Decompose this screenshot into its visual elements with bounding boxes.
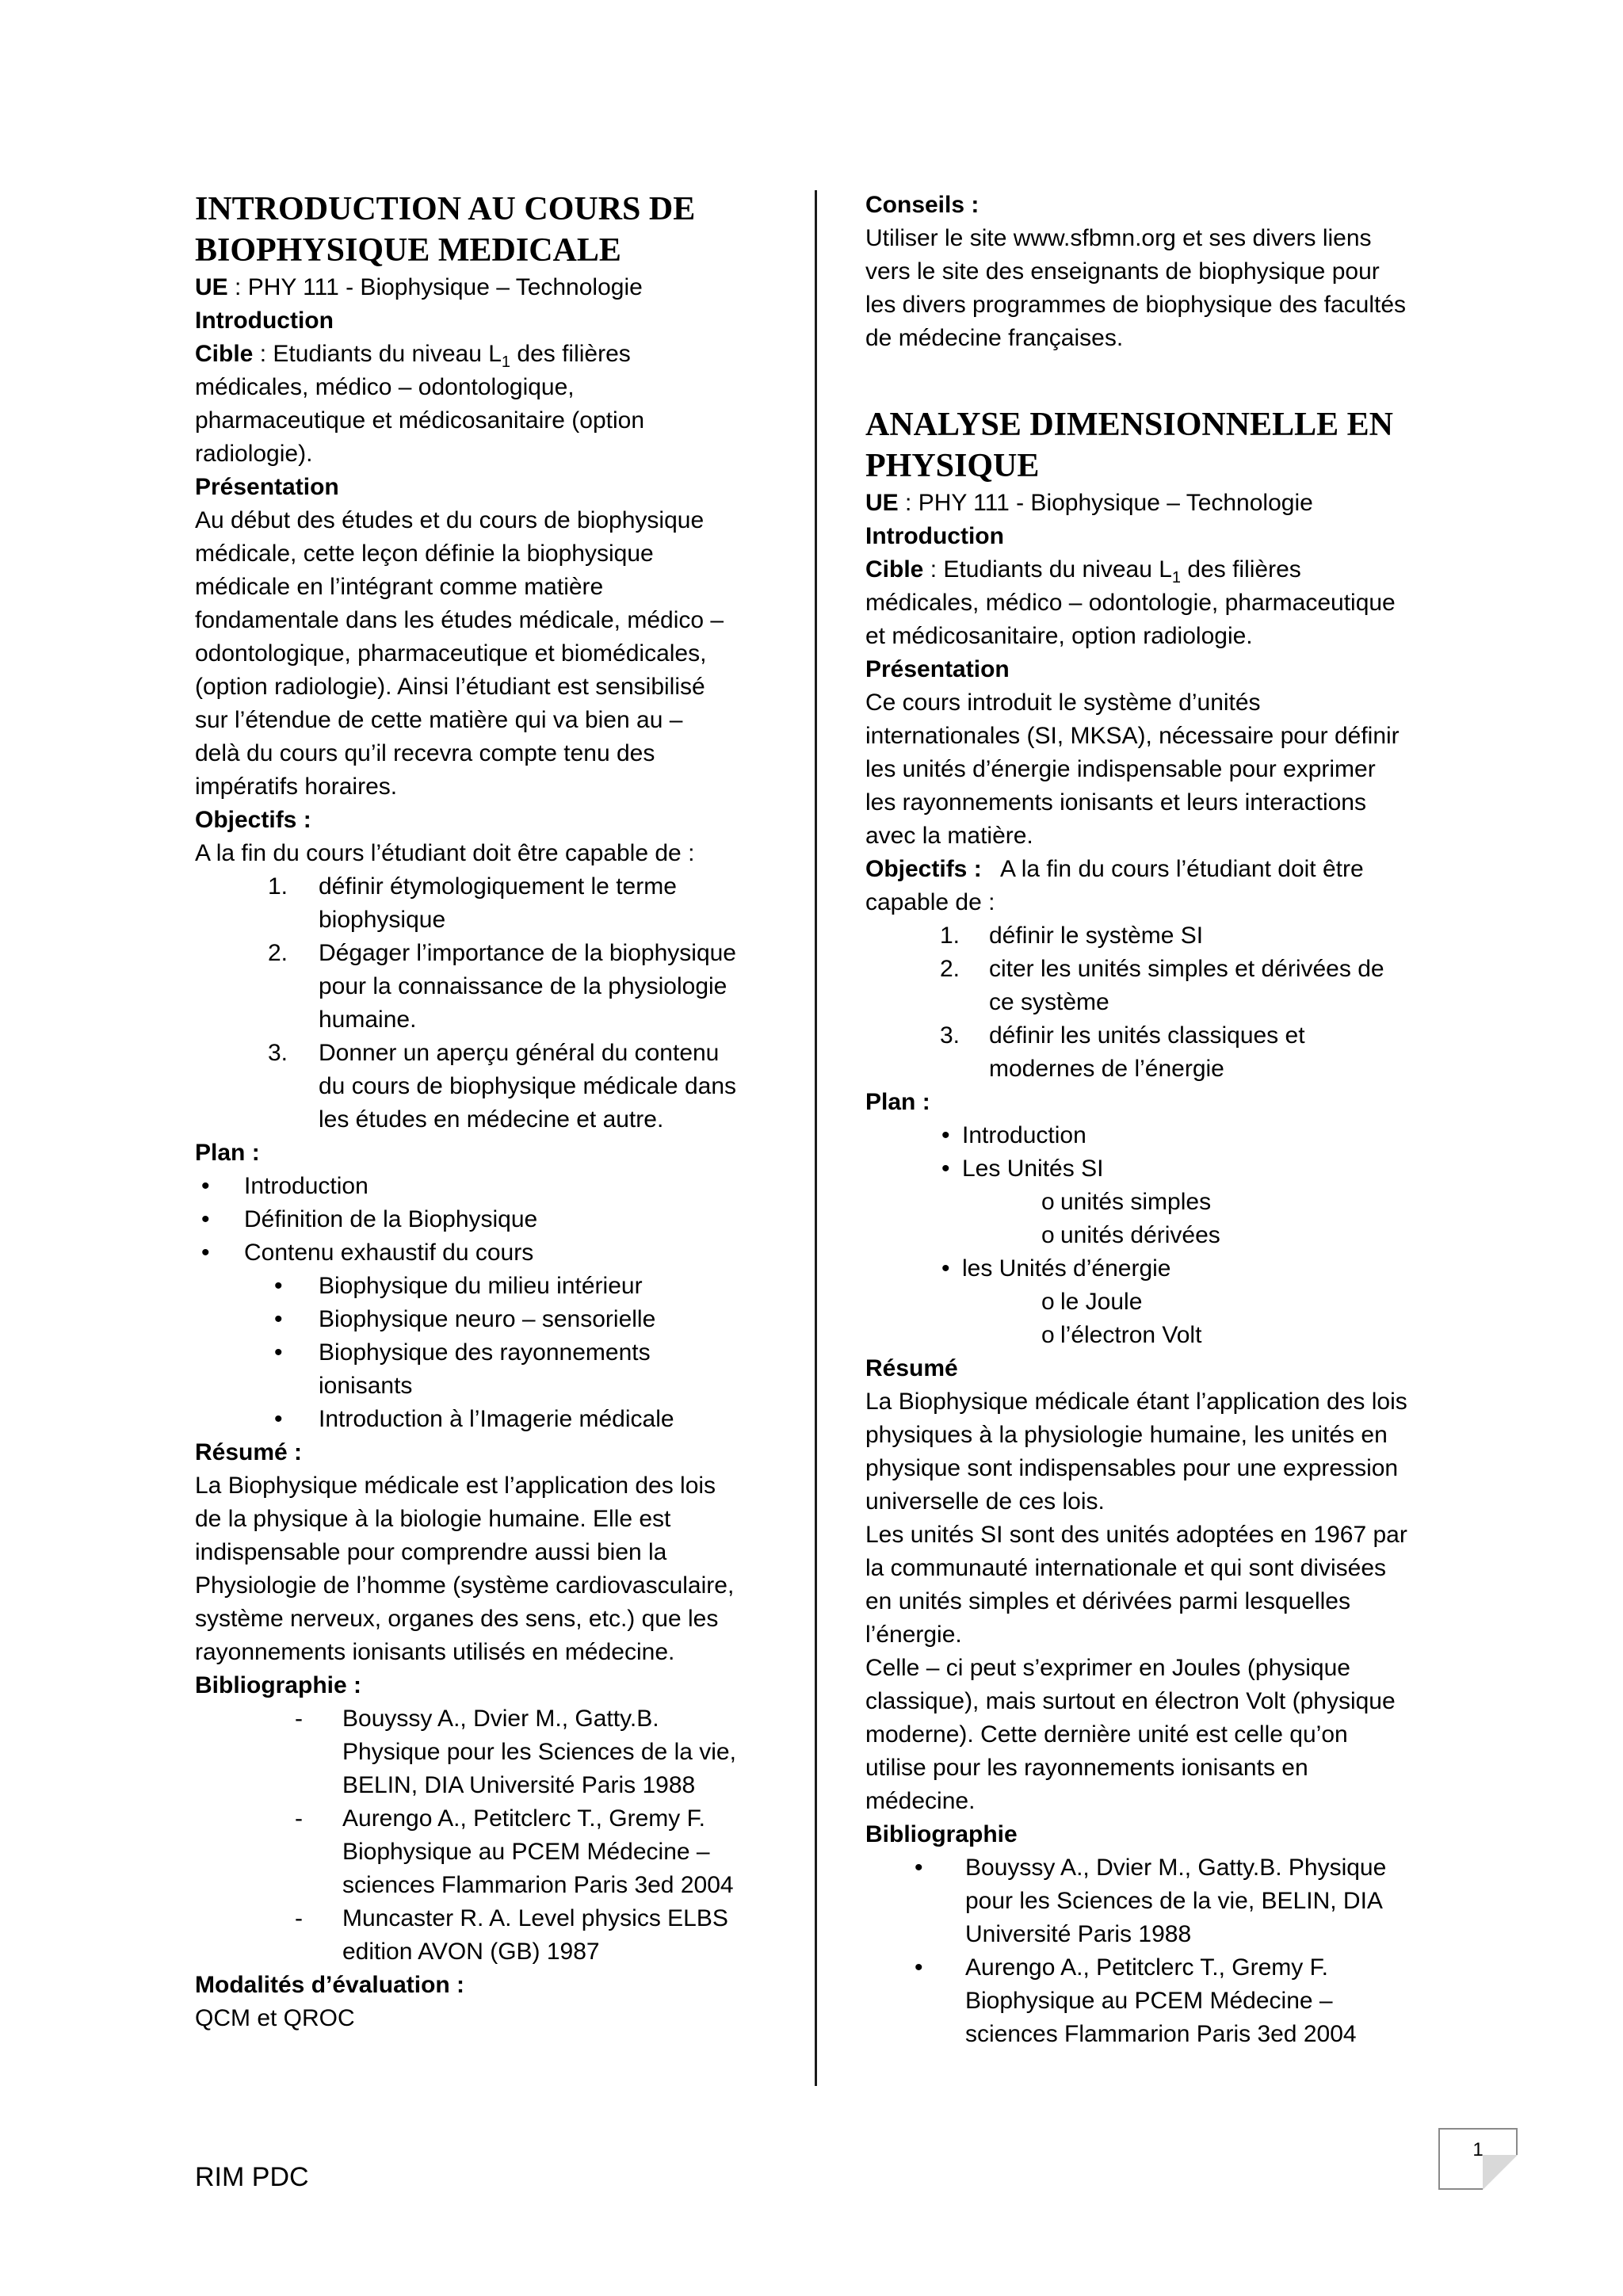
biblio-item-text: edition AVON (GB) 1987 [342,1939,600,1965]
biblio-item-marker: - [295,1706,303,1732]
left-title-line-1: INTRODUCTION AU COURS DE [195,191,696,227]
resume-line: la communauté internationale et qui sont divisées [865,1555,1387,1581]
right-title-line-2: PHYSIQUE [865,448,1040,484]
right-column [865,189,1452,2051]
left-ue-text: : PHY 111 - Biophysique – Technologie [227,274,643,300]
left-cible-text: : Etudiants du niveau L [253,341,502,367]
left-cible-text-end: des filières [510,341,631,367]
bullet-icon: • [941,1122,950,1148]
objective-text: modernes de l’énergie [989,1056,1224,1082]
conseils-line: de médecine françaises. [865,325,1124,351]
plan-sub-item-marker: • [274,1339,283,1366]
biblio-item-text: sciences Flammarion Paris 3ed 2004 [965,2021,1357,2047]
plan-sub-item-text: unités dérivées [1060,1222,1220,1248]
left-modalites-text: QCM et QROC [195,2005,355,2031]
presentation-line: internationales (SI, MKSA), nécessaire pour définir [865,723,1400,749]
objective-text: définir le système SI [989,923,1204,949]
objective-number: 2. [940,956,960,982]
left-title [195,189,773,271]
biblio-item-text: Bouyssy A., Dvier M., Gatty.B. [342,1706,659,1732]
bullet-icon: • [201,1240,210,1266]
resume-line: physique sont indispensables pour une expression [865,1455,1399,1481]
objective-text: pour la connaissance de la physiologie [319,973,727,999]
right-plan-list [865,1119,1452,1352]
plan-item [195,1170,773,1203]
biblio-item-text: Physique pour les Sciences de la vie, [342,1739,736,1765]
right-presentation-heading: Présentation [865,656,1010,682]
page-fold-icon [1483,2155,1518,2190]
right-plan-heading: Plan : [865,1089,930,1115]
bullet-icon: • [941,1156,950,1182]
plan-sub-item [195,1336,773,1403]
objective-item [195,1037,773,1137]
biblio-item-marker: - [295,1905,303,1931]
biblio-item-marker: • [915,1855,923,1881]
resume-line: système nerveux, organes des sens, etc.) que les [195,1606,719,1632]
resume-line: en unités simples et dérivées parmi lesquelles [865,1588,1350,1614]
presentation-line: médicale en l’intégrant comme matière [195,574,604,600]
left-plan-sub-list [195,1270,773,1436]
objective-text: humaine. [319,1007,417,1033]
resume-line: médecine. [865,1788,976,1814]
biblio-item-text: Université Paris 1988 [965,1921,1192,1947]
spacer [865,355,1452,404]
column-divider [815,190,817,2086]
plan-sub-item-text: unités simples [1060,1189,1212,1215]
biblio-item-text: BELIN, DIA Université Paris 1988 [342,1772,696,1798]
objective-text: Dégager l’importance de la biophysique [319,940,736,966]
objective-number: 2. [268,940,288,966]
objective-text: biophysique [319,907,446,933]
plan-sub-item [865,1219,1452,1252]
objective-item [865,1019,1452,1086]
objective-item [865,919,1452,953]
bullet-icon: • [201,1206,210,1232]
page-number-box [1438,2128,1518,2190]
plan-item-text: Introduction [244,1173,369,1199]
presentation-line: (option radiologie). Ainsi l’étudiant est sensibilisé [195,674,705,700]
plan-item-text: Introduction [962,1122,1086,1148]
left-biblio-list [195,1702,773,1969]
presentation-line: médicale, cette leçon définie la biophysique [195,541,654,567]
objective-number: 1. [268,873,288,900]
cible-line: et médicosanitaire, option radiologie. [865,623,1253,649]
resume-line: classique), mais surtout en électron Volt (physique [865,1688,1396,1714]
cible-line: radiologie). [195,441,313,467]
biblio-item-text: Muncaster R. A. Level physics ELBS [342,1905,728,1931]
resume-line: indispensable pour comprendre aussi bien la [195,1539,667,1565]
footer-text: RIM PDC [195,2162,309,2192]
objective-item [195,870,773,937]
resume-line: universelle de ces lois. [865,1488,1105,1515]
biblio-item-marker: • [915,1954,923,1981]
right-ue-label: UE [865,490,899,516]
presentation-line: les rayonnements ionisants et leurs interactions [865,789,1366,816]
resume-line: Physiologie de l’homme (système cardiovasculaire, [195,1572,735,1599]
conseils-line: les divers programmes de biophysique des facultés [865,292,1407,318]
right-objectifs-intro-end: capable de : [865,889,995,915]
right-resume-text [865,1385,1452,1818]
presentation-line: sur l’étendue de cette matière qui va bien au – [195,707,683,733]
bullet-icon: • [201,1173,210,1199]
plan-item [195,1236,773,1270]
presentation-line: Ce cours introduit le système d’unités [865,690,1261,716]
resume-line: utilise pour les rayonnements ionisants en [865,1755,1308,1781]
left-objectifs-list [195,870,773,1137]
plan-item [865,1152,1452,1186]
objective-text: ce système [989,989,1109,1015]
left-objectifs-intro: A la fin du cours l’étudiant doit être capable de : [195,840,695,866]
conseils-line: Utiliser le site www.sfbmn.org et ses divers liens [865,225,1372,251]
right-objectifs-heading: Objectifs : [865,856,982,882]
plan-item [865,1252,1452,1286]
resume-line: l’énergie. [865,1622,962,1648]
plan-sub-item-text: ionisants [319,1373,413,1399]
objective-text: les études en médecine et autre. [319,1106,664,1133]
left-modalites-heading: Modalités d’évaluation : [195,1972,465,1998]
objective-text: Donner un aperçu général du contenu [319,1040,720,1066]
plan-sub-item-text: Biophysique du milieu intérieur [319,1273,643,1299]
right-biblio-heading: Bibliographie [865,1821,1018,1847]
plan-sub-item [865,1186,1452,1219]
right-presentation-text [865,686,1452,853]
right-title-line-1: ANALYSE DIMENSIONNELLE EN [865,407,1393,443]
right-objectifs-intro: A la fin du cours l’étudiant doit être [981,856,1364,882]
biblio-item [865,1951,1452,2051]
circle-bullet-icon: o [1041,1189,1055,1215]
plan-sub-item [195,1270,773,1303]
plan-sub-item [195,1303,773,1336]
left-presentation-text [195,504,773,804]
right-cible-line [865,553,1452,586]
plan-sub-item-text: Biophysique des rayonnements [319,1339,651,1366]
objective-text: citer les unités simples et dérivées de [989,956,1384,982]
presentation-line: fondamentale dans les études médicale, médico – [195,607,724,633]
left-cible-line [195,338,773,371]
right-cible-text: : Etudiants du niveau L [923,556,1172,583]
resume-line: La Biophysique médicale étant l’application des lois [865,1389,1407,1415]
right-intro-heading: Introduction [865,523,1004,549]
presentation-line: les unités d’énergie indispensable pour exprimer [865,756,1376,782]
plan-item [865,1119,1452,1152]
plan-sub-item-text: l’électron Volt [1060,1322,1202,1348]
right-objectifs-line [865,853,1452,886]
plan-sub-item [865,1286,1452,1319]
presentation-line: avec la matière. [865,823,1033,849]
objective-item [865,953,1452,1019]
right-cible-label: Cible [865,556,924,583]
biblio-item-text: Aurengo A., Petitclerc T., Gremy F. [342,1805,705,1832]
left-ue-label: UE [195,274,228,300]
right-biblio-list [865,1851,1452,2051]
right-cible-text-end: des filières [1181,556,1301,583]
plan-item-text: Contenu exhaustif du cours [244,1240,534,1266]
biblio-item-text: pour les Sciences de la vie, BELIN, DIA [965,1888,1383,1914]
plan-sub-item-marker: • [274,1306,283,1332]
left-plan-heading: Plan : [195,1140,260,1166]
left-ue-line [195,271,773,304]
bullet-icon: • [941,1255,950,1282]
right-cible-lines [865,586,1452,653]
resume-line: moderne). Cette dernière unité est celle qu’on [865,1721,1348,1748]
right-objectifs-list [865,919,1452,1086]
left-biblio-heading: Bibliographie : [195,1672,361,1698]
resume-line: Celle – ci peut s’exprimer en Joules (physique [865,1655,1350,1681]
left-cible-lines [195,371,773,471]
plan-sub-item [865,1319,1452,1352]
biblio-item-text: Aurengo A., Petitclerc T., Gremy F. [965,1954,1328,1981]
right-cible-subscript: 1 [1171,569,1182,586]
resume-line: La Biophysique médicale est l’application des lois [195,1473,716,1499]
circle-bullet-icon: o [1041,1222,1055,1248]
objective-text: définir les unités classiques et [989,1022,1305,1049]
left-resume-heading: Résumé : [195,1439,303,1465]
left-cible-label: Cible [195,341,254,367]
biblio-item-text: Biophysique au PCEM Médecine – [965,1988,1333,2014]
objective-number: 3. [268,1040,288,1066]
cible-line: pharmaceutique et médicosanitaire (option [195,407,644,434]
plan-sub-item-text: le Joule [1060,1289,1143,1315]
biblio-item-text: Biophysique au PCEM Médecine – [342,1839,710,1865]
plan-item-text: les Unités d’énergie [962,1255,1171,1282]
resume-line: physiques à la physiologie humaine, les unités en [865,1422,1388,1448]
plan-item [195,1203,773,1236]
right-ue-text: : PHY 111 - Biophysique – Technologie [898,490,1313,516]
left-presentation-heading: Présentation [195,474,339,500]
objective-number: 1. [940,923,960,949]
presentation-line: delà du cours qu’il recevra compte tenu des [195,740,655,766]
objective-number: 3. [940,1022,960,1049]
plan-sub-item-marker: • [274,1406,283,1432]
right-conseils-text [865,222,1452,355]
biblio-item [865,1851,1452,1951]
circle-bullet-icon: o [1041,1289,1055,1315]
resume-line: de la physique à la biologie humaine. Elle est [195,1506,671,1532]
plan-sub-item-text: Introduction à l’Imagerie médicale [319,1406,674,1432]
plan-item-text: Définition de la Biophysique [244,1206,538,1232]
left-resume-text [195,1469,773,1669]
objective-text: définir étymologiquement le terme [319,873,677,900]
right-ue-line [865,487,1452,520]
presentation-line: impératifs horaires. [195,774,398,800]
left-cible-subscript: 1 [501,353,511,371]
page-number: 1 [1472,2139,1484,2160]
biblio-item [195,1902,773,1969]
plan-item-text: Les Unités SI [962,1156,1104,1182]
objective-item [195,937,773,1037]
biblio-item [195,1802,773,1902]
biblio-item [195,1702,773,1802]
right-resume-heading: Résumé [865,1355,958,1381]
plan-sub-item-marker: • [274,1273,283,1299]
left-objectifs-heading: Objectifs : [195,807,311,833]
left-intro-heading: Introduction [195,308,334,334]
left-plan-list [195,1170,773,1270]
plan-sub-item-text: Biophysique neuro – sensorielle [319,1306,656,1332]
biblio-item-text: Bouyssy A., Dvier M., Gatty.B. Physique [965,1855,1387,1881]
biblio-item-text: sciences Flammarion Paris 3ed 2004 [342,1872,734,1898]
right-conseils-heading: Conseils : [865,192,980,218]
presentation-line: Au début des études et du cours de biophysique [195,507,705,533]
conseils-line: vers le site des enseignants de biophysique pour [865,258,1380,285]
resume-line: rayonnements ionisants utilisés en médecine. [195,1639,675,1665]
cible-line: médicales, médico – odontologique, [195,374,575,400]
right-title [865,404,1452,487]
plan-sub-item [195,1403,773,1436]
biblio-item-marker: - [295,1805,303,1832]
resume-line: Les unités SI sont des unités adoptées en 1967 par [865,1522,1407,1548]
objective-text: du cours de biophysique médicale dans [319,1073,737,1099]
circle-bullet-icon: o [1041,1322,1055,1348]
left-column [195,189,773,2035]
left-title-line-2: BIOPHYSIQUE MEDICALE [195,232,621,269]
cible-line: médicales, médico – odontologie, pharmaceutique [865,590,1396,616]
presentation-line: odontologique, pharmaceutique et biomédicales, [195,640,707,667]
